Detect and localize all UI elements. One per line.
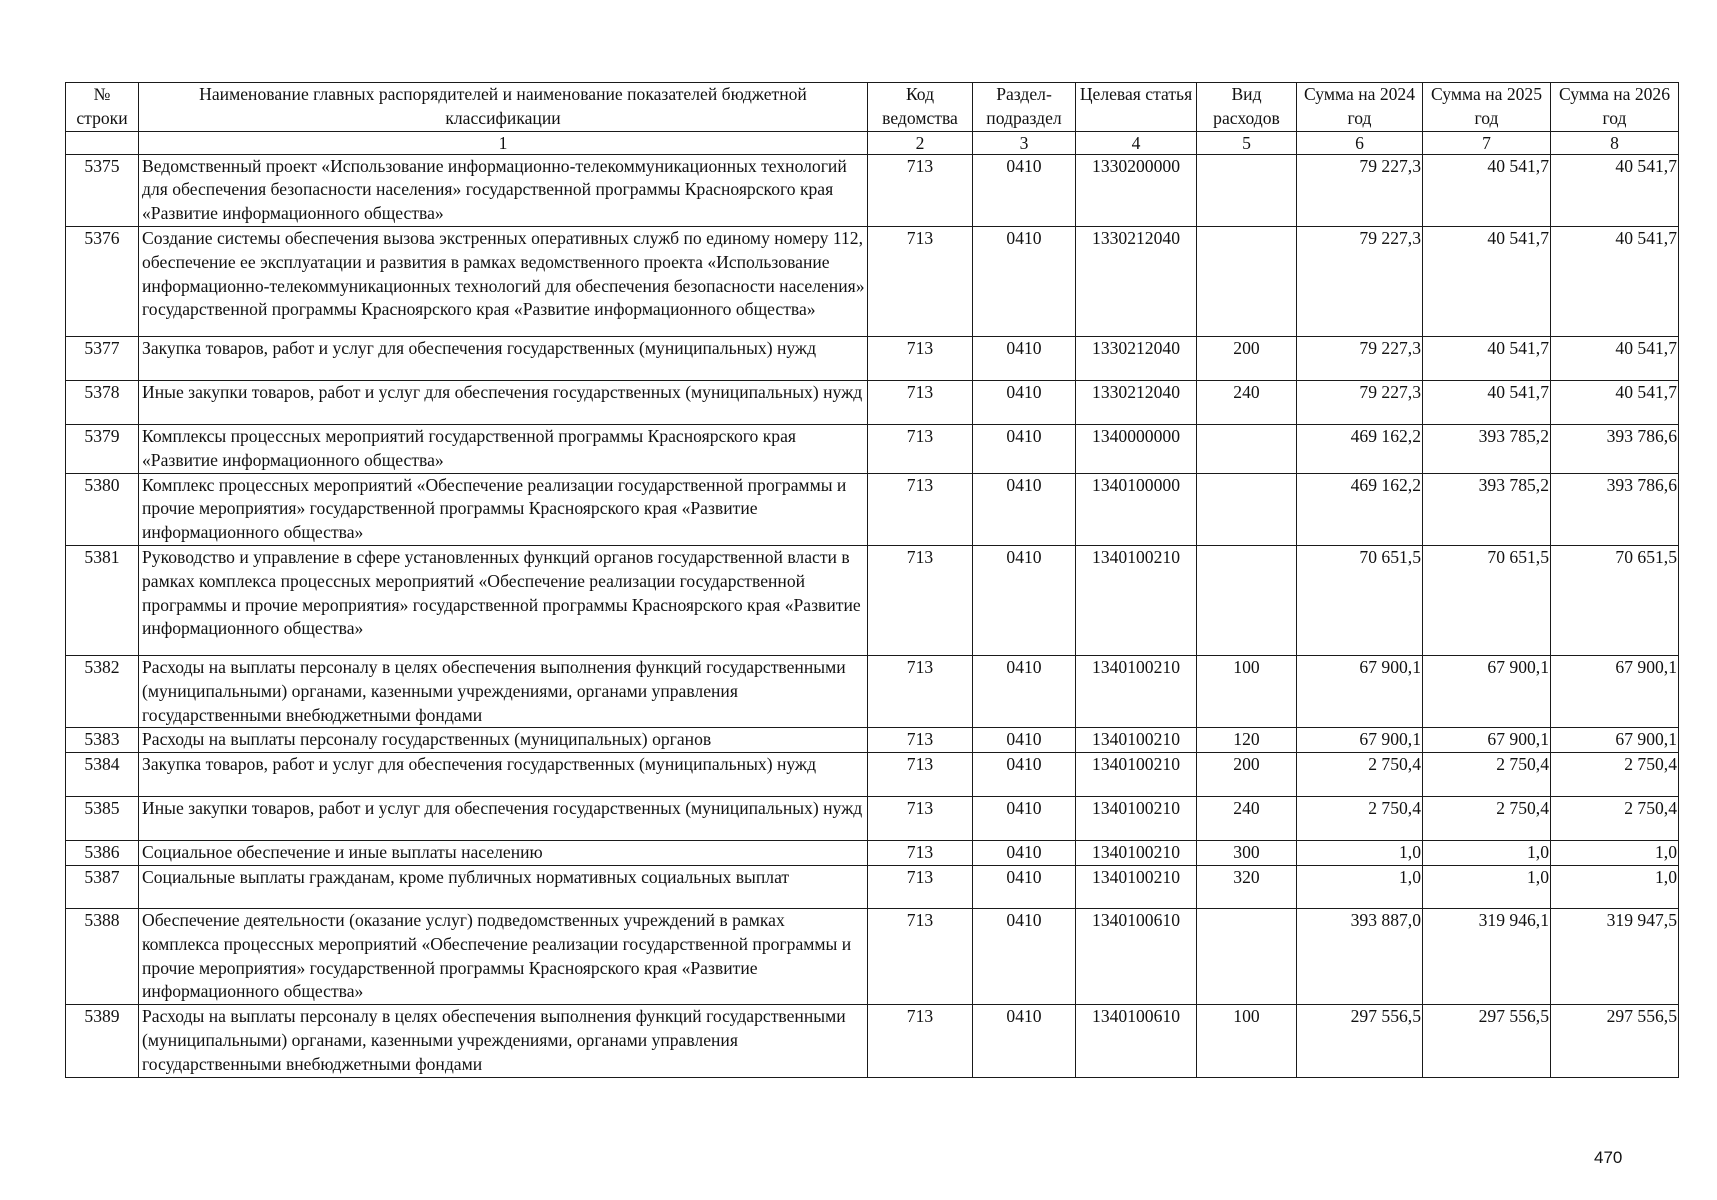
row-sum-2024: 297 556,5 <box>1297 1005 1423 1077</box>
header-name: Наименование главных распорядителей и наименование показателей бюджетной классификации <box>139 83 868 132</box>
row-target: 1340100210 <box>1076 841 1197 866</box>
header-row-no: № строки <box>66 83 139 132</box>
row-sum-2026: 297 556,5 <box>1551 1005 1679 1077</box>
page-number: 470 <box>1594 1148 1623 1167</box>
row-expense-type: 100 <box>1197 1005 1297 1077</box>
row-sum-2024: 67 900,1 <box>1297 655 1423 727</box>
row-sum-2024: 393 887,0 <box>1297 908 1423 1004</box>
table-row <box>66 545 1679 655</box>
row-expense-type: 300 <box>1197 841 1297 866</box>
row-target: 1330212040 <box>1076 380 1197 424</box>
table-row <box>66 655 1679 727</box>
row-section: 0410 <box>973 841 1076 866</box>
row-section: 0410 <box>973 865 1076 908</box>
row-sum-2026: 40 541,7 <box>1551 154 1679 226</box>
header-sum-2025: Сумма на 2025 год <box>1423 83 1551 132</box>
header-dept-code: Код ведомства <box>868 83 973 132</box>
column-number: 2 <box>868 131 973 154</box>
row-dept-code: 713 <box>868 424 973 473</box>
table-body <box>66 131 1679 1077</box>
row-expense-type: 240 <box>1197 797 1297 841</box>
column-number-row <box>66 131 1679 154</box>
row-target: 1340100210 <box>1076 728 1197 753</box>
table-row <box>66 226 1679 336</box>
column-number: 4 <box>1076 131 1197 154</box>
row-sum-2024: 2 750,4 <box>1297 753 1423 797</box>
column-number: 3 <box>973 131 1076 154</box>
row-section: 0410 <box>973 154 1076 226</box>
row-name: Социальное обеспечение и иные выплаты населению <box>139 841 868 866</box>
row-target: 1340100210 <box>1076 753 1197 797</box>
row-expense-type <box>1197 545 1297 655</box>
row-sum-2026: 67 900,1 <box>1551 655 1679 727</box>
row-sum-2024: 1,0 <box>1297 865 1423 908</box>
row-expense-type <box>1197 154 1297 226</box>
row-dept-code: 713 <box>868 753 973 797</box>
row-sum-2025: 40 541,7 <box>1423 380 1551 424</box>
row-sum-2024: 2 750,4 <box>1297 797 1423 841</box>
row-target: 1340100210 <box>1076 797 1197 841</box>
table-row <box>66 728 1679 753</box>
row-name: Иные закупки товаров, работ и услуг для обеспечения государственных (муниципальных) нужд <box>139 380 868 424</box>
row-sum-2026: 40 541,7 <box>1551 336 1679 380</box>
row-section: 0410 <box>973 473 1076 545</box>
row-expense-type: 200 <box>1197 753 1297 797</box>
row-expense-type: 240 <box>1197 380 1297 424</box>
table-row <box>66 841 1679 866</box>
row-sum-2024: 1,0 <box>1297 841 1423 866</box>
row-dept-code: 713 <box>868 908 973 1004</box>
header-row <box>66 83 1679 132</box>
header-expense-type: Вид расходов <box>1197 83 1297 132</box>
row-sum-2025: 40 541,7 <box>1423 336 1551 380</box>
row-name: Расходы на выплаты персоналу государственных (муниципальных) органов <box>139 728 868 753</box>
row-sum-2025: 70 651,5 <box>1423 545 1551 655</box>
row-expense-type: 100 <box>1197 655 1297 727</box>
row-number: 5384 <box>66 753 139 797</box>
row-sum-2024: 79 227,3 <box>1297 154 1423 226</box>
table-row <box>66 380 1679 424</box>
row-dept-code: 713 <box>868 797 973 841</box>
row-sum-2026: 1,0 <box>1551 841 1679 866</box>
row-expense-type <box>1197 424 1297 473</box>
column-number: 1 <box>139 131 868 154</box>
row-name: Расходы на выплаты персоналу в целях обеспечения выполнения функций государственными (муниципальными) органами, казенными учреждениями, органами управления государственными внебюджетными фондами <box>139 1005 868 1077</box>
row-name: Иные закупки товаров, работ и услуг для обеспечения государственных (муниципальных) нужд <box>139 797 868 841</box>
row-dept-code: 713 <box>868 473 973 545</box>
row-number: 5376 <box>66 226 139 336</box>
row-target: 1340100000 <box>1076 473 1197 545</box>
row-name: Социальные выплаты гражданам, кроме публичных нормативных социальных выплат <box>139 865 868 908</box>
table-row <box>66 797 1679 841</box>
row-number: 5383 <box>66 728 139 753</box>
row-expense-type: 120 <box>1197 728 1297 753</box>
row-sum-2025: 297 556,5 <box>1423 1005 1551 1077</box>
row-expense-type <box>1197 908 1297 1004</box>
row-sum-2025: 67 900,1 <box>1423 728 1551 753</box>
header-sum-2024: Сумма на 2024 год <box>1297 83 1423 132</box>
row-sum-2025: 40 541,7 <box>1423 226 1551 336</box>
row-name: Закупка товаров, работ и услуг для обеспечения государственных (муниципальных) нужд <box>139 336 868 380</box>
row-dept-code: 713 <box>868 336 973 380</box>
row-sum-2024: 469 162,2 <box>1297 473 1423 545</box>
row-section: 0410 <box>973 380 1076 424</box>
column-number: 8 <box>1551 131 1679 154</box>
row-target: 1330212040 <box>1076 336 1197 380</box>
row-sum-2026: 40 541,7 <box>1551 380 1679 424</box>
budget-table <box>65 82 1679 1078</box>
row-section: 0410 <box>973 226 1076 336</box>
row-name: Создание системы обеспечения вызова экстренных оперативных служб по единому номеру 112, обеспечение ее эксплуатации и развития в рамках ведомственного проекта «Использование информационно-телекоммуникационных технологий для обеспечения безопасности населения» государственной программы Красноярского края «Развитие информационного общества» <box>139 226 868 336</box>
row-target: 1340100610 <box>1076 908 1197 1004</box>
row-expense-type: 320 <box>1197 865 1297 908</box>
row-expense-type <box>1197 226 1297 336</box>
row-sum-2024: 79 227,3 <box>1297 336 1423 380</box>
row-number: 5386 <box>66 841 139 866</box>
row-sum-2025: 319 946,1 <box>1423 908 1551 1004</box>
row-number: 5387 <box>66 865 139 908</box>
column-number: 6 <box>1297 131 1423 154</box>
row-number: 5388 <box>66 908 139 1004</box>
row-dept-code: 713 <box>868 1005 973 1077</box>
row-dept-code: 713 <box>868 728 973 753</box>
column-number <box>66 131 139 154</box>
row-section: 0410 <box>973 424 1076 473</box>
row-target: 1340000000 <box>1076 424 1197 473</box>
row-sum-2026: 70 651,5 <box>1551 545 1679 655</box>
row-name: Закупка товаров, работ и услуг для обеспечения государственных (муниципальных) нужд <box>139 753 868 797</box>
row-sum-2025: 393 785,2 <box>1423 424 1551 473</box>
row-expense-type: 200 <box>1197 336 1297 380</box>
row-number: 5389 <box>66 1005 139 1077</box>
column-number: 7 <box>1423 131 1551 154</box>
row-sum-2024: 79 227,3 <box>1297 380 1423 424</box>
row-target: 1330212040 <box>1076 226 1197 336</box>
row-number: 5378 <box>66 380 139 424</box>
row-name: Комплексы процессных мероприятий государственной программы Красноярского края «Развитие информационного общества» <box>139 424 868 473</box>
row-sum-2024: 67 900,1 <box>1297 728 1423 753</box>
row-sum-2025: 40 541,7 <box>1423 154 1551 226</box>
row-dept-code: 713 <box>868 841 973 866</box>
row-sum-2026: 2 750,4 <box>1551 753 1679 797</box>
row-number: 5381 <box>66 545 139 655</box>
row-sum-2024: 469 162,2 <box>1297 424 1423 473</box>
row-dept-code: 713 <box>868 380 973 424</box>
row-sum-2026: 319 947,5 <box>1551 908 1679 1004</box>
row-name: Обеспечение деятельности (оказание услуг) подведомственных учреждений в рамках комплекса процессных мероприятий «Обеспечение реализации государственной программы и прочие мероприятия» государственной программы Красноярского края «Развитие информационного общества» <box>139 908 868 1004</box>
row-sum-2025: 1,0 <box>1423 865 1551 908</box>
row-target: 1330200000 <box>1076 154 1197 226</box>
row-sum-2024: 79 227,3 <box>1297 226 1423 336</box>
row-sum-2024: 70 651,5 <box>1297 545 1423 655</box>
table-row <box>66 908 1679 1004</box>
row-sum-2026: 393 786,6 <box>1551 424 1679 473</box>
row-name: Расходы на выплаты персоналу в целях обеспечения выполнения функций государственными (муниципальными) органами, казенными учреждениями, органами управления государственными внебюджетными фондами <box>139 655 868 727</box>
row-section: 0410 <box>973 336 1076 380</box>
row-sum-2026: 2 750,4 <box>1551 797 1679 841</box>
row-number: 5382 <box>66 655 139 727</box>
table-row <box>66 336 1679 380</box>
table-row <box>66 1005 1679 1077</box>
row-dept-code: 713 <box>868 545 973 655</box>
row-expense-type <box>1197 473 1297 545</box>
row-target: 1340100210 <box>1076 655 1197 727</box>
row-section: 0410 <box>973 545 1076 655</box>
row-target: 1340100610 <box>1076 1005 1197 1077</box>
row-sum-2026: 393 786,6 <box>1551 473 1679 545</box>
row-name: Руководство и управление в сфере установленных функций органов государственной власти в рамках комплекса процессных мероприятий «Обеспечение реализации государственной программы и прочие мероприятия» государственной программы Красноярского края «Развитие информационного общества» <box>139 545 868 655</box>
row-dept-code: 713 <box>868 865 973 908</box>
row-sum-2025: 2 750,4 <box>1423 797 1551 841</box>
row-section: 0410 <box>973 728 1076 753</box>
row-section: 0410 <box>973 797 1076 841</box>
row-section: 0410 <box>973 753 1076 797</box>
header-section: Раздел-подраздел <box>973 83 1076 132</box>
row-dept-code: 713 <box>868 655 973 727</box>
row-section: 0410 <box>973 1005 1076 1077</box>
header-sum-2026: Сумма на 2026 год <box>1551 83 1679 132</box>
table-row <box>66 424 1679 473</box>
row-sum-2025: 393 785,2 <box>1423 473 1551 545</box>
row-dept-code: 713 <box>868 226 973 336</box>
row-number: 5380 <box>66 473 139 545</box>
row-sum-2025: 1,0 <box>1423 841 1551 866</box>
row-number: 5375 <box>66 154 139 226</box>
row-target: 1340100210 <box>1076 545 1197 655</box>
table-row <box>66 753 1679 797</box>
row-name: Комплекс процессных мероприятий «Обеспечение реализации государственной программы и прочие мероприятия» государственной программы Красноярского края «Развитие информационного общества» <box>139 473 868 545</box>
row-sum-2025: 2 750,4 <box>1423 753 1551 797</box>
table-row <box>66 865 1679 908</box>
row-sum-2026: 67 900,1 <box>1551 728 1679 753</box>
row-number: 5385 <box>66 797 139 841</box>
row-sum-2026: 40 541,7 <box>1551 226 1679 336</box>
row-name: Ведомственный проект «Использование информационно-телекоммуникационных технологий для обеспечения безопасности населения» государственной программы Красноярского края «Развитие информационного общества» <box>139 154 868 226</box>
row-number: 5379 <box>66 424 139 473</box>
row-target: 1340100210 <box>1076 865 1197 908</box>
row-sum-2026: 1,0 <box>1551 865 1679 908</box>
header-target: Целевая статья <box>1076 83 1197 132</box>
row-section: 0410 <box>973 908 1076 1004</box>
row-dept-code: 713 <box>868 154 973 226</box>
row-sum-2025: 67 900,1 <box>1423 655 1551 727</box>
table-row <box>66 473 1679 545</box>
row-number: 5377 <box>66 336 139 380</box>
row-section: 0410 <box>973 655 1076 727</box>
column-number: 5 <box>1197 131 1297 154</box>
table-row <box>66 154 1679 226</box>
